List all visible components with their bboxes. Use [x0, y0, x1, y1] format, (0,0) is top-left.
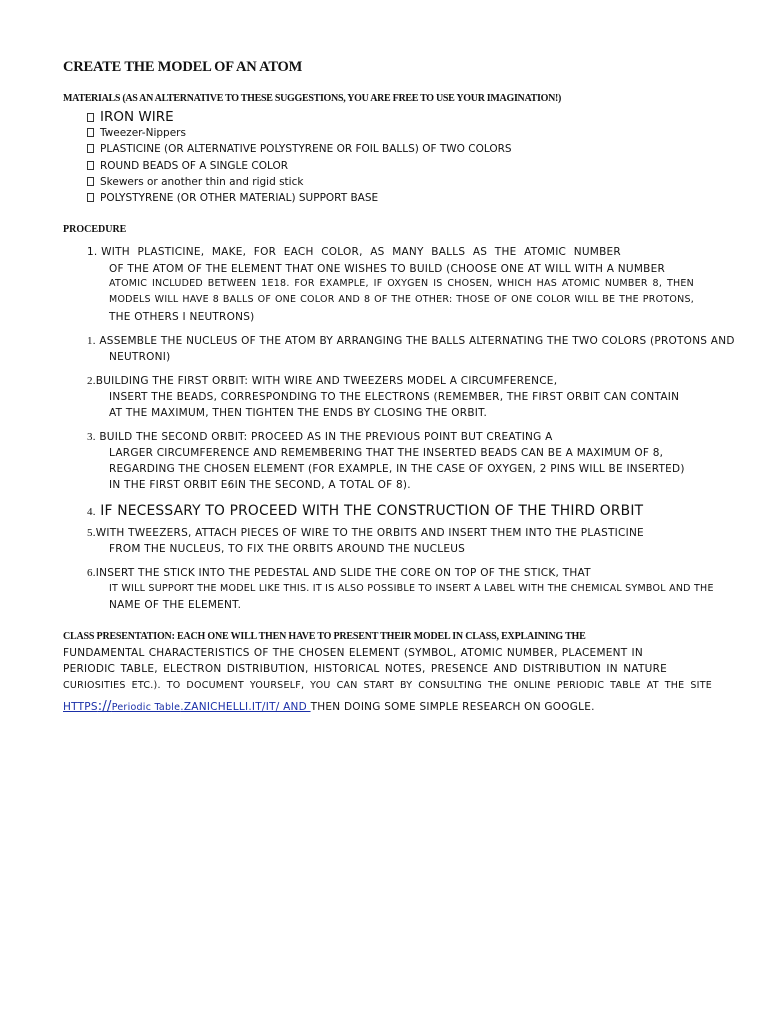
- periodic-table-link[interactable]: HTTPS://Periodic Table.ZANICHELLI.IT/IT/ AND: [63, 699, 311, 714]
- procedure-line: FROM THE NUCLEUS, TO FIX THE ORBITS AROUND THE NUCLEUS: [109, 543, 466, 555]
- checkbox-icon: [87, 161, 94, 170]
- paragraph-line: CURIOSITIES ETC.). TO DOCUMENT YOURSELF, YOU CAN START BY CONSULTING THE ONLINE PERIODIC TABLE AT THE SITE: [63, 680, 712, 691]
- page-title: CREATE THE MODEL OF AN ATOM: [63, 59, 303, 75]
- procedure-line: NAME OF THE ELEMENT.: [109, 599, 242, 611]
- step-number: 6.: [87, 567, 96, 579]
- material-item: IRON WIRE: [87, 109, 174, 125]
- procedure-step: 1. ASSEMBLE THE NUCLEUS OF THE ATOM BY ARRANGING THE BALLS ALTERNATING THE TWO COLORS (PROTONS AND: [87, 335, 735, 347]
- paragraph-line: FUNDAMENTAL CHARACTERISTICS OF THE CHOSEN ELEMENT (SYMBOL, ATOMIC NUMBER, PLACEMENT IN: [63, 647, 643, 659]
- procedure-line: INSERT THE BEADS, CORRESPONDING TO THE ELECTRONS (REMEMBER, THE FIRST ORBIT CAN CONTAIN: [109, 391, 680, 403]
- checkbox-icon: [87, 113, 94, 122]
- procedure-step: 2.BUILDING THE FIRST ORBIT: WITH WIRE AND TWEEZERS MODEL A CIRCUMFERENCE,: [87, 375, 558, 387]
- paragraph-line: PERIODIC TABLE, ELECTRON DISTRIBUTION, HISTORICAL NOTES, PRESENCE AND DISTRIBUTION IN NATURE: [63, 663, 667, 675]
- paragraph-line: HTTPS://Periodic Table.ZANICHELLI.IT/IT/ AND THEN DOING SOME SIMPLE RESEARCH ON GOOGLE.: [63, 699, 595, 714]
- material-item: Tweezer-Nippers: [87, 127, 186, 139]
- procedure-step: 1. WITH PLASTICINE, MAKE, FOR EACH COLOR, AS MANY BALLS AS THE ATOMIC NUMBER: [87, 246, 621, 258]
- material-item: PLASTICINE (OR ALTERNATIVE POLYSTYRENE OR FOIL BALLS) OF TWO COLORS: [87, 143, 512, 155]
- procedure-line: OF THE ATOM OF THE ELEMENT THAT ONE WISHES TO BUILD (CHOOSE ONE AT WILL WITH A NUMBER: [109, 263, 666, 275]
- step-number: 4.: [87, 506, 96, 518]
- procedure-step: 6.INSERT THE STICK INTO THE PEDESTAL AND SLIDE THE CORE ON TOP OF THE STICK, THAT: [87, 567, 591, 579]
- procedure-line: REGARDING THE CHOSEN ELEMENT (FOR EXAMPLE, IN THE CASE OF OXYGEN, 2 PINS WILL BE INSERTED): [109, 463, 685, 475]
- step-number: 3.: [87, 431, 96, 443]
- procedure-line: MODELS WILL HAVE 8 BALLS OF ONE COLOR AND 8 OF THE OTHER: THOSE OF ONE COLOR WILL BE THE PROTONS,: [109, 294, 694, 305]
- procedure-line: ATOMIC INCLUDED BETWEEN 1E18. FOR EXAMPLE, IF OXYGEN IS CHOSEN, WHICH HAS ATOMIC NUMBER 8, THEN: [109, 278, 694, 289]
- procedure-line: IT WILL SUPPORT THE MODEL LIKE THIS. IT IS ALSO POSSIBLE TO INSERT A LABEL WITH THE CHEMICAL SYMBOL AND THE: [109, 583, 714, 594]
- procedure-line: IN THE FIRST ORBIT E6IN THE SECOND, A TOTAL OF 8).: [109, 479, 411, 491]
- checkbox-icon: [87, 193, 94, 202]
- procedure-line: AT THE MAXIMUM, THEN TIGHTEN THE ENDS BY CLOSING THE ORBIT.: [109, 407, 488, 419]
- class-presentation-heading: CLASS PRESENTATION: EACH ONE WILL THEN HAVE TO PRESENT THEIR MODEL IN CLASS, EXPLAINING THE: [63, 631, 586, 642]
- procedure-line: NEUTRONI): [109, 351, 171, 363]
- step-number: 1.: [87, 246, 98, 258]
- procedure-step: 4. IF NECESSARY TO PROCEED WITH THE CONSTRUCTION OF THE THIRD ORBIT: [87, 503, 644, 519]
- step-number: 1.: [87, 335, 96, 347]
- checkbox-icon: [87, 128, 94, 137]
- step-number: 5.: [87, 527, 96, 539]
- procedure-step: 5.WITH TWEEZERS, ATTACH PIECES OF WIRE TO THE ORBITS AND INSERT THEM INTO THE PLASTICINE: [87, 527, 644, 539]
- checkbox-icon: [87, 177, 94, 186]
- checkbox-icon: [87, 144, 94, 153]
- procedure-heading: PROCEDURE: [63, 224, 127, 235]
- material-item: ROUND BEADS OF A SINGLE COLOR: [87, 160, 288, 172]
- step-number: 2.: [87, 375, 96, 387]
- procedure-line: THE OTHERS I NEUTRONS): [109, 311, 255, 323]
- procedure-line: LARGER CIRCUMFERENCE AND REMEMBERING THAT THE INSERTED BEADS CAN BE A MAXIMUM OF 8,: [109, 447, 664, 459]
- material-item: POLYSTYRENE (OR OTHER MATERIAL) SUPPORT BASE: [87, 192, 378, 204]
- materials-heading: MATERIALS (AS AN ALTERNATIVE TO THESE SUGGESTIONS, YOU ARE FREE TO USE YOUR IMAGINATION!): [63, 93, 562, 104]
- material-item: Skewers or another thin and rigid stick: [87, 176, 303, 188]
- procedure-step: 3. BUILD THE SECOND ORBIT: PROCEED AS IN THE PREVIOUS POINT BUT CREATING A: [87, 431, 553, 443]
